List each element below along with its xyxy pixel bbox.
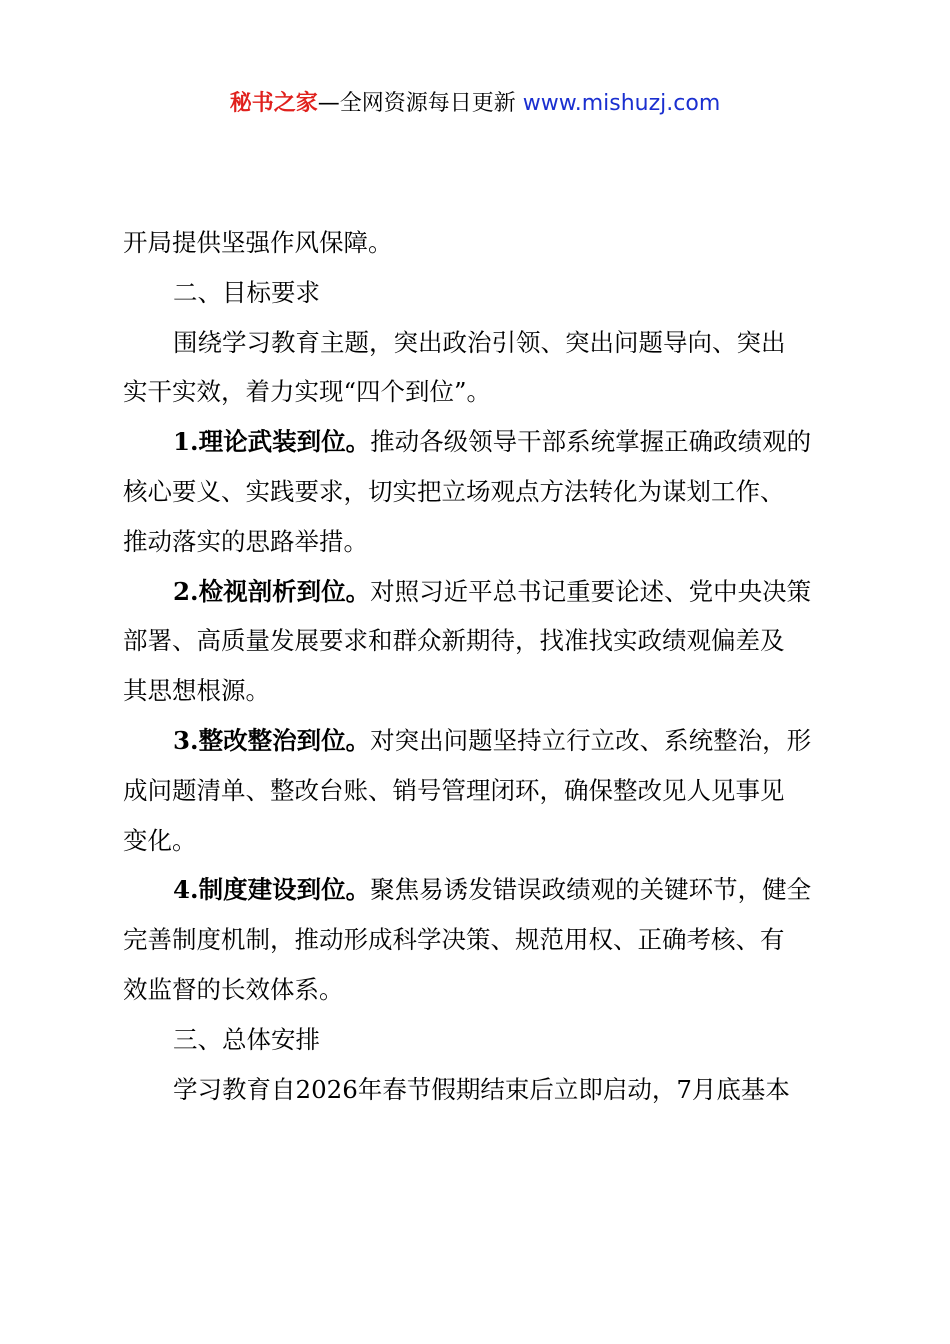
site-tagline: —全网资源每日更新 (317, 91, 523, 116)
item-2-heading: 2.检视剖析到位。 (173, 576, 371, 606)
body-line: 其思想根源。 (123, 676, 270, 706)
site-brand: 秘书之家 (229, 91, 318, 116)
item-3-heading: 3.整改整治到位。 (173, 725, 371, 755)
item-1-heading: 1.理论武装到位。 (173, 427, 371, 457)
item-1-text: 推动各级领导干部系统掌握正确政绩观的 (370, 427, 812, 457)
body-line: 学习教育自2026年春节假期结束后立即启动，7月底基本 (173, 1074, 790, 1104)
body-line: 核心要义、实践要求，切实把立场观点方法转化为谋划工作、 (123, 476, 785, 506)
item-4-line (123, 865, 835, 915)
body-line: 开局提供坚强作风保障。 (123, 228, 393, 257)
section-heading-goals: 二、目标要求 (173, 277, 320, 307)
document-body (123, 218, 835, 1114)
item-1-line (123, 417, 835, 467)
item-2-line (123, 567, 835, 617)
site-url-link[interactable]: www.mishuzj.com (522, 91, 721, 116)
body-line: 变化。 (123, 825, 197, 855)
item-3-line (123, 716, 835, 766)
body-line: 完善制度机制，推动形成科学决策、规范用权、正确考核、有 (123, 925, 785, 955)
body-line: 实干实效，着力实现“四个到位”。 (123, 377, 492, 407)
item-2-text: 对照习近平总书记重要论述、党中央决策 (370, 576, 812, 606)
item-4-text: 聚焦易诱发错误政绩观的关键环节，健全 (370, 875, 812, 905)
body-line: 效监督的长效体系。 (123, 974, 344, 1004)
body-line: 部署、高质量发展要求和群众新期待，找准找实政绩观偏差及 (123, 626, 785, 656)
section-heading-arrangement: 三、总体安排 (173, 1024, 320, 1054)
body-line: 成问题清单、整改台账、销号管理闭环，确保整改见人见事见 (123, 775, 785, 805)
page-header (0, 86, 950, 122)
item-4-heading: 4.制度建设到位。 (173, 875, 371, 905)
body-line: 推动落实的思路举措。 (123, 526, 368, 556)
item-3-text: 对突出问题坚持立行立改、系统整治，形 (370, 725, 812, 755)
body-line: 围绕学习教育主题，突出政治引领、突出问题导向、突出 (173, 327, 786, 357)
